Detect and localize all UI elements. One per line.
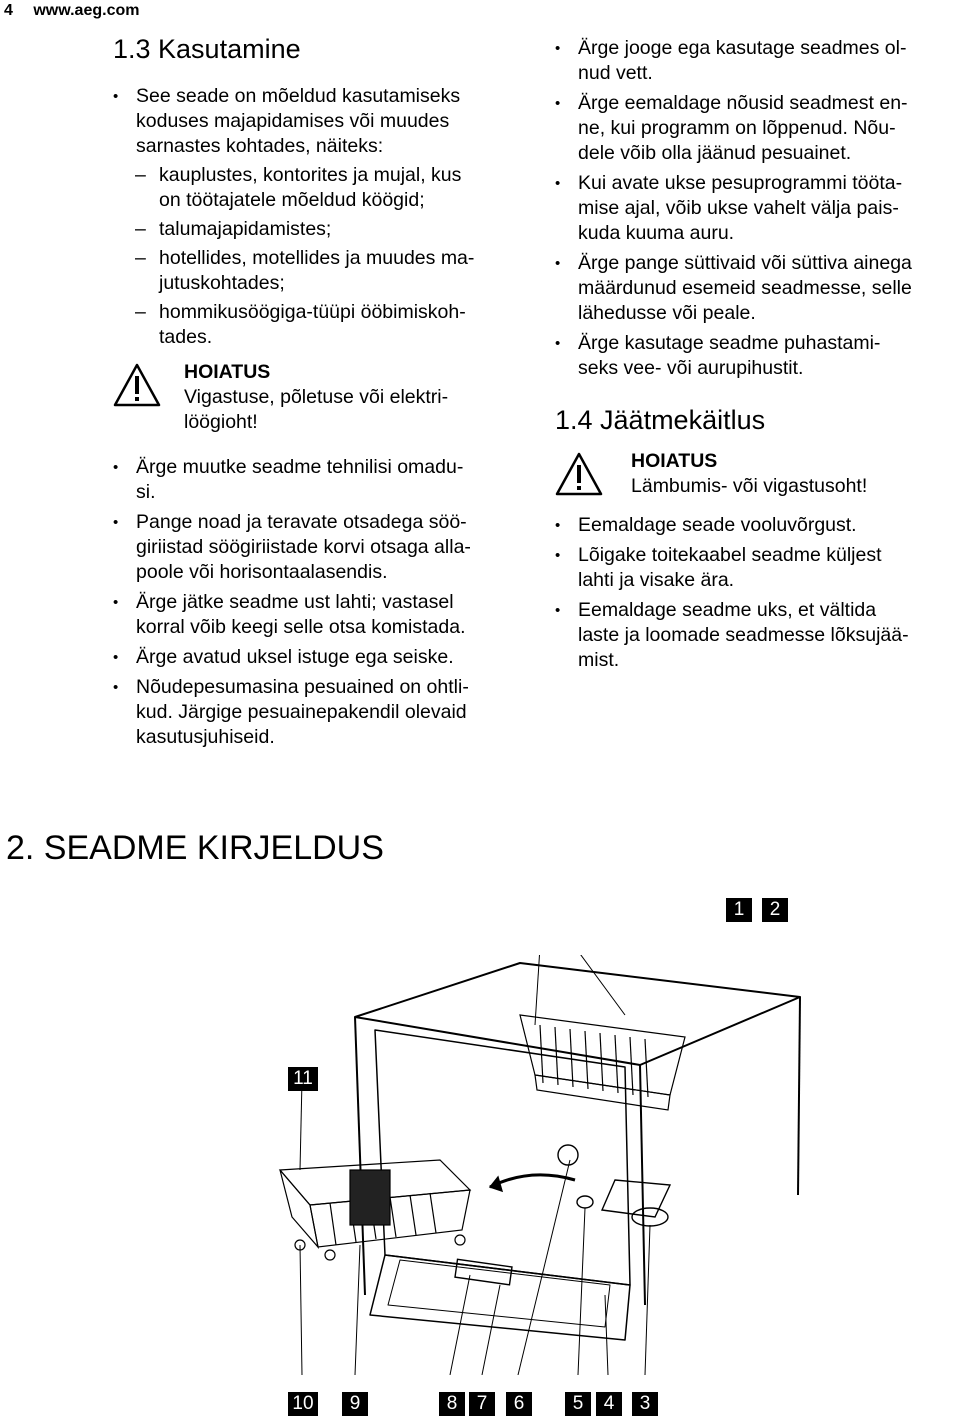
warning-triangle-icon [555,451,603,497]
warning-box [113,360,543,435]
section-heading-1-4: 1.4 Jäätmekäitlus [555,405,766,435]
header-url: www.aeg.com [33,2,140,19]
list-item: • Lõigake toitekaabel seadme küljest lahti ja visake ära. [555,543,960,593]
usage-safety-list [113,455,543,750]
callout-11: 11 [288,1067,318,1091]
list-item: • Ärge eemaldage nõusid seadmest en- ne, kui programm on lõppenud. Nõu- dele võib olla jäänud pesuainet. [555,91,960,166]
list-item: • Nõudepesumasina pesuained on ohtli- kud. Järgige pesuainepakendil olevaid kasutusjuhiseid. [113,675,543,750]
callout-7: 7 [469,1392,495,1416]
section-heading-2: 2. SEADME KIRJELDUS [6,829,384,867]
list-item: • Eemaldage seade vooluvõrgust. [555,513,960,538]
callout-1: 1 [726,898,752,922]
list-item: • Kui avate ukse pesuprogrammi tööta- mise ajal, võib ukse vahelt välja pais- kuda kuuma auru. [555,171,960,246]
list-item [113,84,543,350]
callout-6: 6 [506,1392,532,1416]
callout-8: 8 [439,1392,465,1416]
warning-text: Lämbumis- või vigastusoht! [631,475,868,497]
list-item: • Pange noad ja teravate otsadega söö- giriistad söögiriistade korvi otsaga alla- poole või horisontaalasendis. [113,510,543,585]
warning-title: HOIATUS [631,450,718,472]
callout-2: 2 [762,898,788,922]
dash-item: – kauplustes, kontorites ja mujal, kus on töötajatele mõeldud köögid; [135,163,543,213]
list-item: • Eemaldage seadme uks, et vältida laste ja loomade seadmesse lõksujää- mist. [555,598,960,673]
warning-title: HOIATUS [184,361,271,383]
warning-text: Vigastuse, põletuse või elektri- löögioht! [184,386,449,433]
right-column [555,36,960,678]
dash-item: – hommikusöögiga-tüüpi ööbimiskoh- tades. [135,300,543,350]
usage-intro-list [113,84,543,350]
list-item: • Ärge jätke seadme ust lahti; vastasel korral võib keegi selle otsa komistada. [113,590,543,640]
callout-9: 9 [342,1392,368,1416]
location-dash-list [135,163,543,350]
usage-safety-list-continued [555,36,960,381]
list-item: • Ärge kasutage seadme puhastami- seks vee- või aurupihustit. [555,331,960,381]
list-item: • Ärge avatud uksel istuge ega seiske. [113,645,543,670]
disposal-list [555,513,960,673]
page-number: 4 [4,2,13,19]
list-item: • Ärge muutke seadme tehnilisi omadu- si. [113,455,543,505]
intro-text: See seade on mõeldud kasutamiseks koduses majapidamises või muudes sarnastes kohtades, näiteks: [136,85,461,157]
callout-4: 4 [596,1392,622,1416]
list-item: • Ärge jooge ega kasutage seadmes ol- nud vett. [555,36,960,86]
callout-5: 5 [565,1392,591,1416]
page-header [4,2,139,20]
section-heading-1-3: 1.3 Kasutamine [113,34,301,64]
callout-10: 10 [288,1392,318,1416]
warning-box [555,449,960,499]
dishwasher-illustration [200,955,840,1375]
dash-item: – hotellides, motellides ja muudes ma- jutuskohtades; [135,246,543,296]
dash-item: – talumajapidamistes; [135,217,543,242]
warning-triangle-icon [113,362,161,408]
left-column [113,32,543,755]
list-item: • Ärge pange süttivaid või süttiva ainega määrdunud esemeid seadmesse, selle lähedusse või peale. [555,251,960,326]
callout-3: 3 [632,1392,658,1416]
